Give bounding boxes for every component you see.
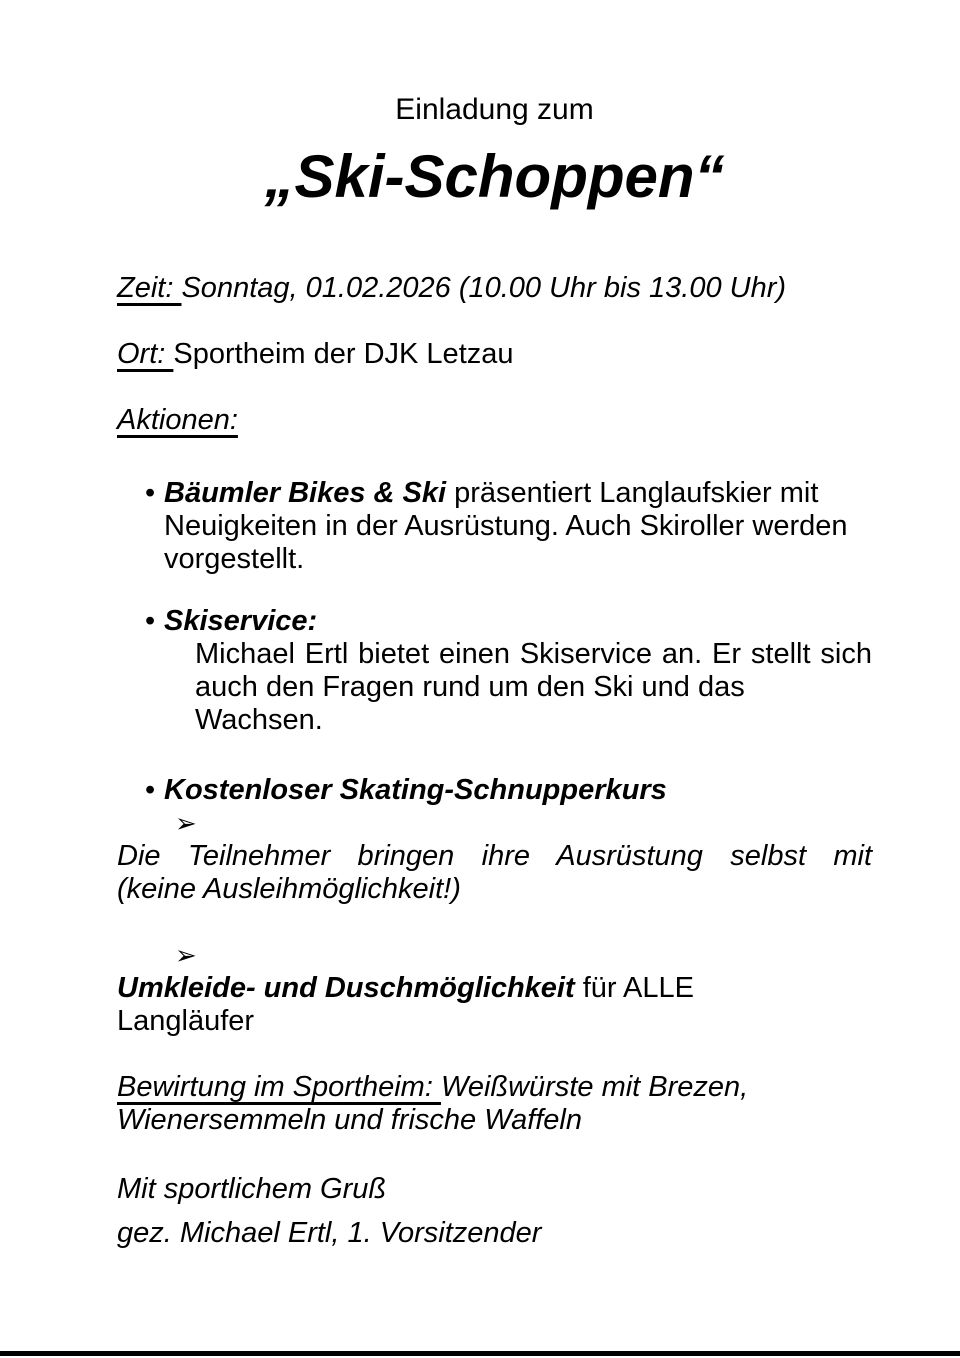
bullet-icon: • — [145, 477, 156, 509]
umkleide-lead: Umkleide- und Duschmöglichkeit — [117, 972, 575, 1004]
ort-row — [117, 338, 872, 371]
ausruestung-line1: Die Teilnehmer bringen ihre Ausrüstung selbst mit — [117, 840, 872, 872]
ausruestung-line2: (keine Ausleihmöglichkeit!) — [117, 873, 461, 905]
schnupperkurs-lead: Kostenloser Skating-Schnupperkurs — [164, 774, 667, 806]
baeumler-line2: Neuigkeiten in der Ausrüstung. Auch Skiroller werden — [164, 510, 848, 542]
bullet-item-schnupperkurs — [117, 774, 872, 906]
bullet-item-skiservice — [117, 605, 872, 737]
ort-value: Sportheim der DJK Letzau — [173, 338, 514, 370]
closing-text: Mit sportlichem Gruß — [117, 1173, 387, 1205]
baeumler-line3: vorgestellt. — [164, 543, 305, 575]
schnupperkurs-lead-line — [117, 774, 872, 807]
ort-label: Ort: — [117, 338, 174, 370]
arrow-icon: ➢ — [175, 941, 197, 971]
umkleide-line1 — [117, 972, 872, 1005]
zeit-label: Zeit: — [117, 272, 182, 304]
bewirtung-line1 — [117, 1071, 872, 1104]
bullet-item-baeumler — [117, 477, 872, 576]
bottom-edge-bar — [0, 1351, 960, 1356]
document-content — [0, 92, 960, 1250]
zeit-value: Sonntag, 01.02.2026 (10.00 Uhr bis 13.00 Uhr) — [181, 272, 787, 304]
skiservice-desc-line1: Michael Ertl bietet einen Skiservice an. Er stellt sich — [195, 638, 872, 670]
bewirtung-row — [117, 1071, 872, 1137]
bewirtung-line1-rest: Weißwürste mit Brezen, — [440, 1071, 749, 1103]
zeit-row — [117, 272, 872, 305]
umkleide-line1-rest: für ALLE — [574, 972, 694, 1004]
sub-bullet-ausruestung — [117, 807, 872, 906]
bullet-icon: • — [145, 605, 156, 637]
document-header: Einladung zum — [395, 93, 594, 126]
umkleide-line2: Langläufer — [117, 1005, 255, 1037]
baeumler-lead: Bäumler Bikes & Ski — [164, 477, 447, 509]
aktionen-label: Aktionen: — [117, 404, 238, 436]
sub-bullet-umkleide — [117, 939, 872, 1038]
bewirtung-label: Bewirtung im Sportheim: — [117, 1071, 441, 1103]
skiservice-lead-line — [117, 605, 872, 638]
bullet-icon: • — [145, 774, 156, 806]
bewirtung-line2: Wienersemmeln und frische Waffeln — [117, 1104, 583, 1136]
skiservice-desc-line2: auch den Fragen rund um den Ski und das Wachsen. — [195, 671, 745, 736]
umkleide-block — [117, 939, 872, 1038]
baeumler-line1-rest: präsentiert Langlaufskier mit — [446, 477, 819, 509]
baeumler-line1 — [164, 477, 872, 510]
arrow-icon: ➢ — [175, 809, 197, 839]
document-title: „Ski-Schoppen“ — [264, 143, 725, 210]
skiservice-lead: Skiservice: — [164, 605, 318, 637]
signature-text: gez. Michael Ertl, 1. Vorsitzender — [117, 1217, 542, 1249]
aktionen-heading — [117, 404, 872, 437]
